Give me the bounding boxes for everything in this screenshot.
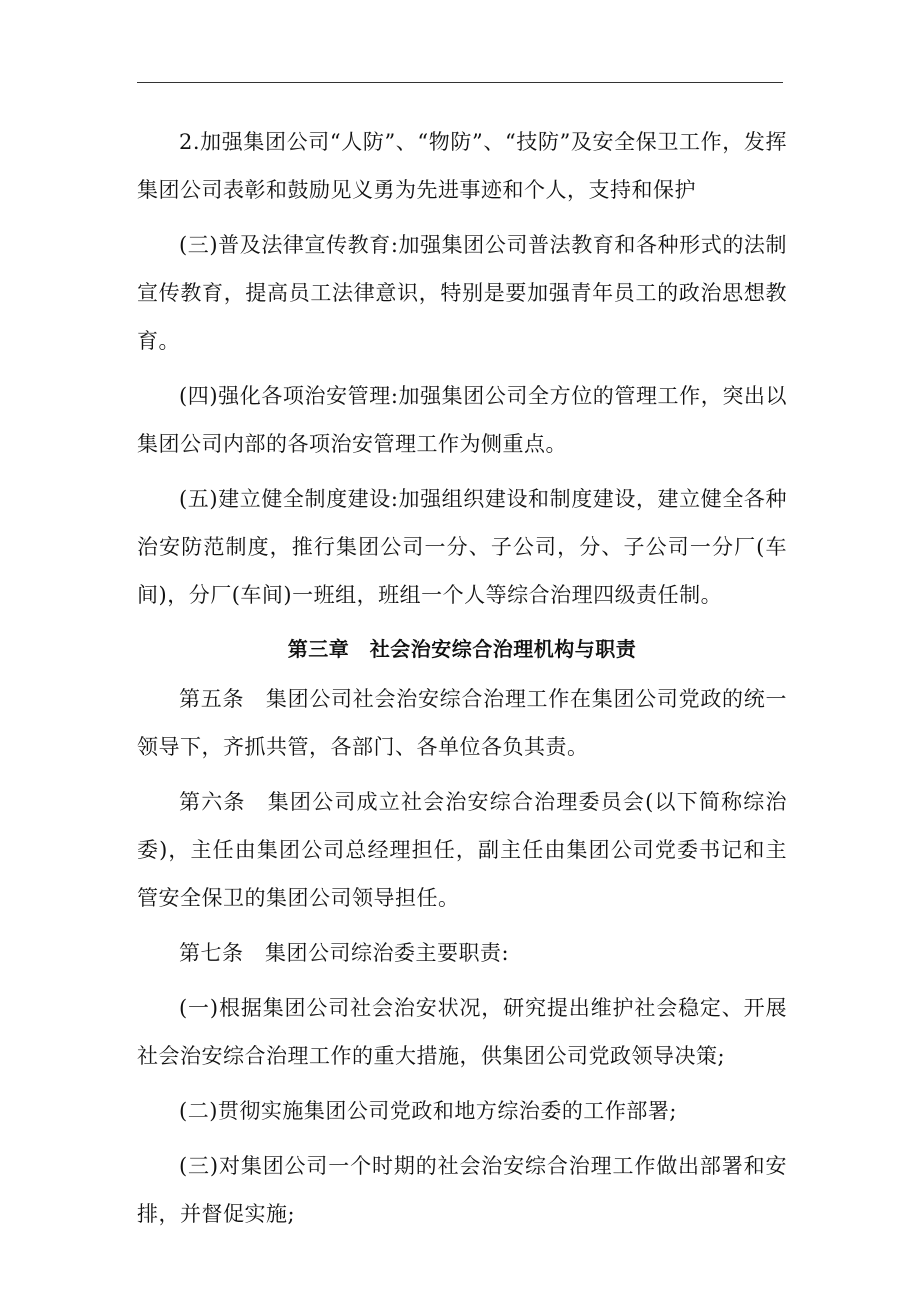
duty-item-3: (三)对集团公司一个时期的社会治安综合治理工作做出部署和安排，并督促实施; <box>137 1154 787 1226</box>
paragraph-security-work: 2.加强集团公司“人防”、“物防”、“技防”及安全保卫工作，发挥集团公司表彰和鼓励见义勇为先进事迹和个人，支持和保护 <box>137 130 787 202</box>
article-5: 第五条 集团公司社会治安综合治理工作在集团公司党政的统一领导下，齐抓共管，各部门、各单位各负其责。 <box>137 687 787 759</box>
paragraph-system-building: (五)建立健全制度建设:加强组织建设和制度建设，建立健全各种治安防范制度，推行集团公司一分、子公司，分、子公司一分厂(车间)，分厂(车间)一班组，班组一个人等综合治理四级责任制。 <box>137 487 787 607</box>
header-rule <box>137 82 783 83</box>
chapter-heading: 第三章 社会治安综合治理机构与职责 <box>287 637 637 661</box>
article-6: 第六条 集团公司成立社会治安综合治理委员会(以下简称综治委)，主任由集团公司总经理担任，副主任由集团公司党委书记和主管安全保卫的集团公司领导担任。 <box>137 790 787 910</box>
duty-item-2: (二)贯彻实施集团公司党政和地方综治委的工作部署; <box>179 1099 677 1123</box>
article-7: 第七条 集团公司综治委主要职责: <box>179 941 510 965</box>
duty-item-1: (一)根据集团公司社会治安状况，研究提出维护社会稳定、开展社会治安综合治理工作的重大措施，供集团公司党政领导决策; <box>137 996 787 1068</box>
document-body <box>137 118 787 1245</box>
paragraph-security-management: (四)强化各项治安管理:加强集团公司全方位的管理工作，突出以集团公司内部的各项治安管理工作为侧重点。 <box>137 384 787 456</box>
paragraph-legal-education: (三)普及法律宣传教育:加强集团公司普法教育和各种形式的法制宣传教育，提高员工法律意识，特别是要加强青年员工的政治思想教育。 <box>137 233 787 353</box>
